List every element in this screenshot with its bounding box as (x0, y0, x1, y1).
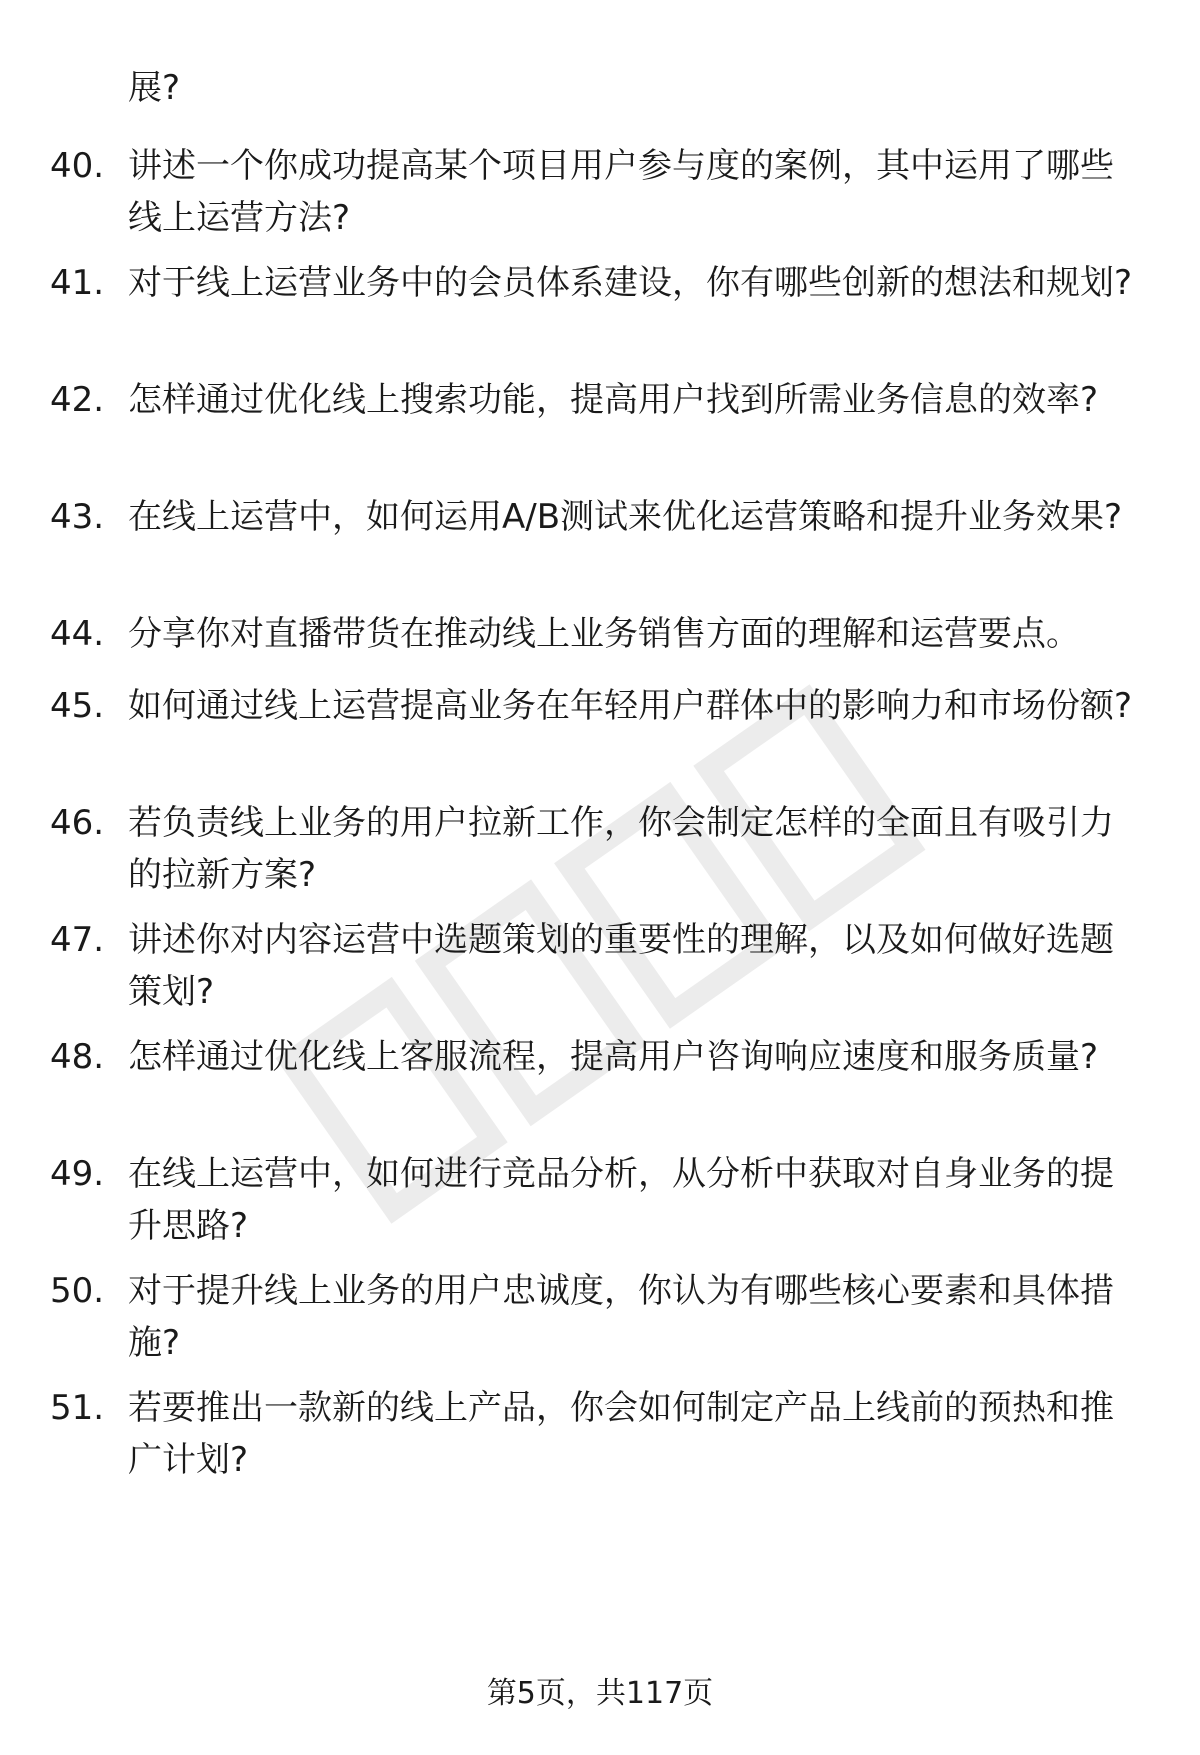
question-number: 49. (50, 1154, 105, 1194)
question-number: 51. (50, 1388, 105, 1428)
question-number: 47. (50, 920, 105, 960)
question-number: 42. (50, 380, 105, 420)
question-text: 在线上运营中，如何运用A/B测试来优化运营策略和提升业务效果? (128, 497, 1123, 537)
question-text: 对于线上运营业务中的会员体系建设，你有哪些创新的想法和规划? (128, 263, 1133, 303)
question-text: 如何通过线上运营提高业务在年轻用户群体中的影响力和市场份额? (128, 686, 1133, 726)
question-text: 对于提升线上业务的用户忠诚度，你认为有哪些核心要素和具体措施? (128, 1271, 1114, 1363)
question-number: 44. (50, 614, 105, 654)
question-text: 若负责线上业务的用户拉新工作，你会制定怎样的全面且有吸引力的拉新方案? (128, 803, 1114, 895)
question-text: 怎样通过优化线上客服流程，提高用户咨询响应速度和服务质量? (128, 1037, 1099, 1077)
question-number: 48. (50, 1037, 105, 1077)
question-text: 怎样通过优化线上搜索功能，提高用户找到所需业务信息的效率? (128, 380, 1099, 420)
continuation-text: 展? (128, 68, 181, 108)
question-number: 40. (50, 146, 105, 186)
question-text: 若要推出一款新的线上产品，你会如何制定产品上线前的预热和推广计划? (128, 1388, 1114, 1480)
question-text: 在线上运营中，如何进行竞品分析，从分析中获取对自身业务的提升思路? (128, 1154, 1114, 1246)
question-number: 45. (50, 686, 105, 726)
question-number: 46. (50, 803, 105, 843)
question-number: 41. (50, 263, 105, 303)
page-footer: 第5页，共117页 (486, 1676, 714, 1711)
question-number: 50. (50, 1271, 105, 1311)
question-number: 43. (50, 497, 105, 537)
question-text: 分享你对直播带货在推动线上业务销售方面的理解和运营要点。 (128, 614, 1080, 654)
question-text: 讲述你对内容运营中选题策划的重要性的理解，以及如何做好选题策划? (128, 920, 1114, 1012)
question-text: 讲述一个你成功提高某个项目用户参与度的案例，其中运用了哪些线上运营方法? (128, 146, 1114, 238)
